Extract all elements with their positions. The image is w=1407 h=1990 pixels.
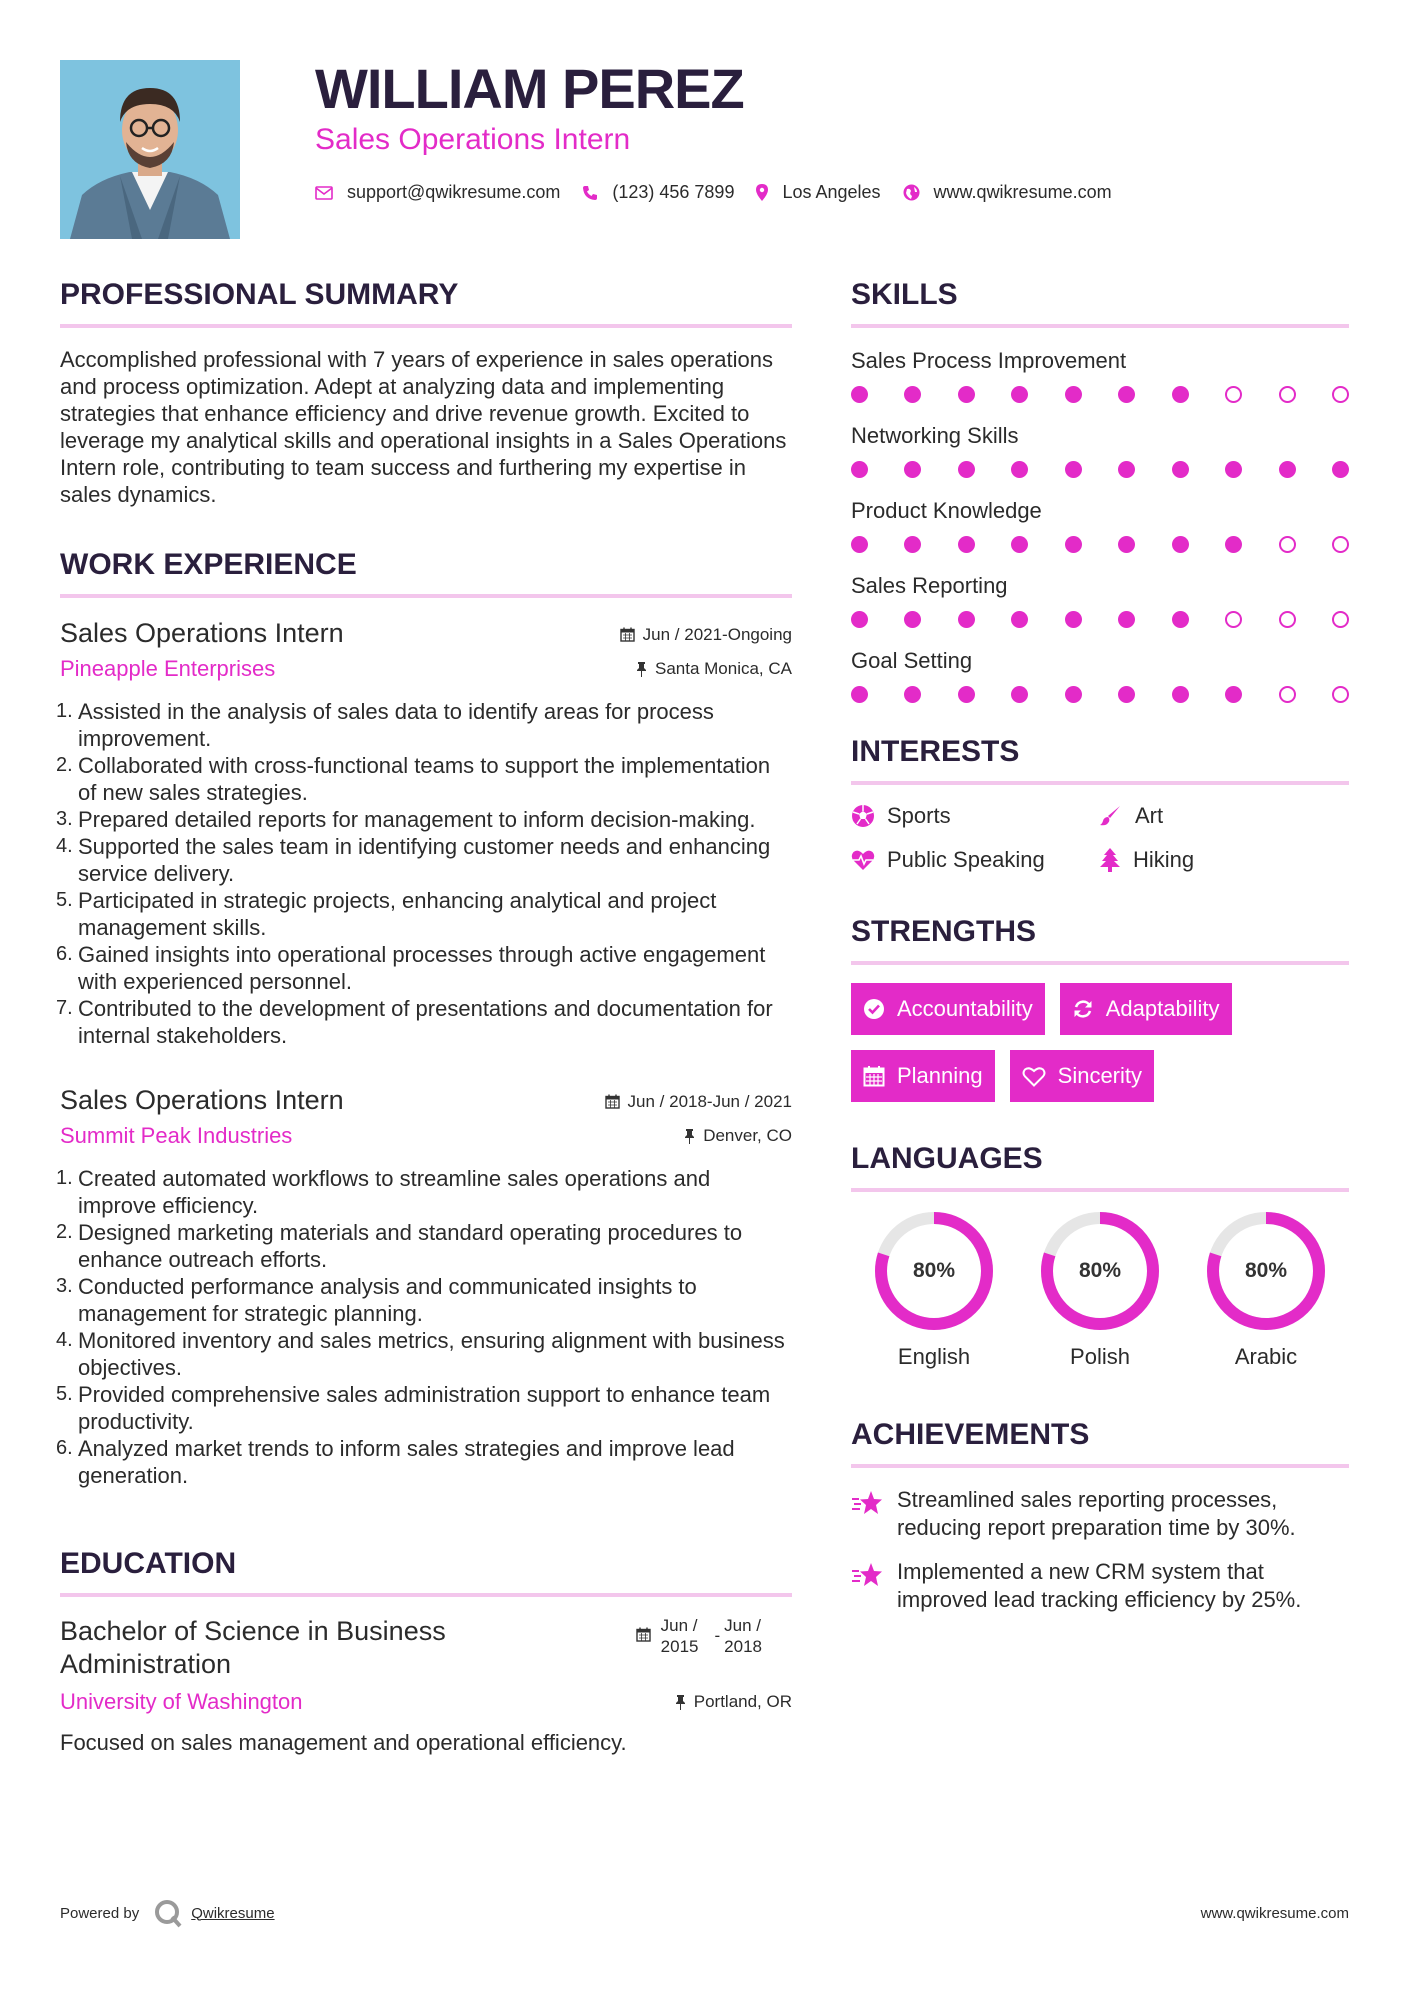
edu-start-month: Jun / [660, 1616, 698, 1635]
job-bullets [56, 1165, 792, 1489]
soccer-ball-icon [851, 804, 875, 828]
resume-header [315, 56, 1345, 203]
rating-dot-filled [1172, 611, 1189, 628]
heartbeat-icon [851, 849, 875, 871]
interests-section [851, 733, 1349, 873]
skill-item [851, 646, 1349, 703]
language-progress-ring [1205, 1210, 1327, 1332]
rating-dot-filled [1011, 611, 1028, 628]
rating-dot-empty [1279, 686, 1296, 703]
qwikresume-link[interactable]: Qwikresume [191, 1904, 275, 1922]
strength-label: Accountability [897, 996, 1033, 1021]
strength-label: Sincerity [1057, 1063, 1142, 1088]
rating-dot-filled [851, 386, 868, 403]
rating-dot-filled [958, 686, 975, 703]
candidate-role: Sales Operations Intern [315, 123, 631, 156]
skill-rating [851, 686, 1349, 703]
languages-section [851, 1140, 1349, 1370]
edu-end-year: 2018 [724, 1637, 762, 1656]
interests-heading: INTERESTS [851, 735, 1020, 768]
skill-label: Product Knowledge [851, 498, 1042, 523]
rating-dot-empty [1332, 386, 1349, 403]
interest-hiking [1099, 847, 1339, 873]
language-progress-ring [1039, 1210, 1161, 1332]
section-divider [851, 781, 1349, 785]
job-location [636, 659, 792, 679]
rating-dot-filled [1225, 536, 1242, 553]
pushpin-icon [636, 662, 647, 677]
language-item [851, 1210, 1017, 1370]
footer-website[interactable]: www.qwikresume.com [1200, 1904, 1349, 1922]
skill-rating [851, 461, 1349, 478]
language-item [1017, 1210, 1183, 1370]
list-item: 1. Created automated workflows to streamline sales operations and improve efficiency. [56, 1166, 711, 1218]
strength-sincerity [1010, 1050, 1154, 1102]
skill-label: Sales Reporting [851, 573, 1008, 598]
pushpin-icon [675, 1695, 686, 1710]
rating-dot-filled [851, 461, 868, 478]
job-title: Sales Operations Intern [60, 1085, 344, 1115]
contact-location-text: Los Angeles [782, 182, 881, 202]
interest-sports [851, 803, 1099, 829]
achievement-text: Implemented a new CRM system that improved lead tracking efficiency by 25%. [897, 1559, 1302, 1612]
phone-icon [582, 185, 598, 201]
rating-dot-filled [904, 386, 921, 403]
rating-dot-filled [1118, 611, 1135, 628]
rating-dot-filled [1172, 536, 1189, 553]
contact-phone[interactable] [582, 182, 734, 203]
job-dates-text: Jun / 2018-Jun / 2021 [627, 1091, 792, 1111]
section-divider [60, 324, 792, 328]
interest-label: Public Speaking [887, 847, 1045, 872]
job-entry [56, 616, 792, 1049]
languages-heading: LANGUAGES [851, 1142, 1043, 1175]
experience-heading: WORK EXPERIENCE [60, 548, 357, 581]
section-divider [851, 1188, 1349, 1192]
rating-dot-filled [904, 611, 921, 628]
school-name: University of Washington [60, 1689, 303, 1714]
job-entry [56, 1083, 792, 1489]
rating-dot-filled [1172, 386, 1189, 403]
skill-item [851, 421, 1349, 478]
contact-website[interactable] [903, 182, 1112, 203]
language-item [1183, 1210, 1349, 1370]
job-dates-text: Jun / 2021-Ongoing [642, 624, 792, 644]
rating-dot-filled [1011, 461, 1028, 478]
language-percent: 80% [1078, 1259, 1122, 1282]
contact-location [756, 182, 880, 203]
rating-dot-filled [1118, 386, 1135, 403]
job-location [684, 1126, 792, 1146]
rating-dot-filled [1011, 536, 1028, 553]
edu-date-separator: - [714, 1626, 721, 1645]
rating-dot-filled [1118, 536, 1135, 553]
shooting-star-icon [851, 1562, 883, 1588]
rating-dot-filled [958, 386, 975, 403]
rating-dot-filled [904, 686, 921, 703]
shooting-star-icon [851, 1490, 883, 1516]
section-divider [851, 1464, 1349, 1468]
person-portrait-icon [60, 60, 240, 239]
strength-accountability [851, 983, 1045, 1035]
rating-dot-filled [851, 686, 868, 703]
rating-dot-filled [1011, 386, 1028, 403]
summary-text: Accomplished professional with 7 years of experience in sales operations and process optimization. Adept at analyzing data and implementing strategies that enhance efficiency and drive revenue growth. Excited to leverage my analytical skills and operational insights in a Sales Operations Intern role, contributing to team success and furthering my expertise in sales dynamics. [60, 347, 787, 507]
rating-dot-filled [1172, 461, 1189, 478]
section-divider [851, 324, 1349, 328]
skill-rating [851, 536, 1349, 553]
pushpin-icon [684, 1129, 695, 1144]
rating-dot-filled [904, 461, 921, 478]
section-divider [60, 594, 792, 598]
rating-dot-filled [1065, 386, 1082, 403]
rating-dot-filled [904, 536, 921, 553]
qwikresume-logo-icon [153, 1898, 183, 1928]
rating-dot-filled [1225, 686, 1242, 703]
interest-label: Hiking [1133, 847, 1195, 872]
achievements-section [851, 1416, 1349, 1614]
contact-bar [315, 182, 1345, 203]
interest-label: Sports [887, 803, 951, 828]
refresh-icon [1072, 998, 1094, 1020]
strengths-section [851, 913, 1349, 1102]
achievement-text: Streamlined sales reporting processes, reducing report preparation time by 30%. [897, 1487, 1296, 1540]
contact-website-text: www.qwikresume.com [933, 182, 1112, 202]
rating-dot-filled [1065, 536, 1082, 553]
calendar-icon [605, 1094, 620, 1109]
experience-section [56, 546, 792, 1489]
rating-dot-filled [851, 611, 868, 628]
list-item: 3. Conducted performance analysis and communicated insights to management for strategic planning. [56, 1274, 697, 1326]
language-progress-ring [873, 1210, 995, 1332]
skill-label: Networking Skills [851, 423, 1019, 448]
calendar-icon [620, 627, 635, 642]
list-item: 2. Collaborated with cross-functional teams to support the implementation of new sales strategies. [56, 753, 771, 805]
rating-dot-empty [1279, 611, 1296, 628]
rating-dot-filled [1118, 686, 1135, 703]
skills-list [851, 346, 1349, 703]
rating-dot-filled [1065, 686, 1082, 703]
section-divider [60, 1593, 792, 1597]
rating-dot-filled [1011, 686, 1028, 703]
job-dates [605, 1092, 792, 1112]
skill-label: Goal Setting [851, 648, 973, 673]
calendar-icon [636, 1627, 651, 1642]
page-footer [60, 1898, 1349, 1928]
language-percent: 80% [912, 1259, 956, 1282]
rating-dot-empty [1332, 611, 1349, 628]
interest-label: Art [1135, 803, 1164, 828]
achievements-heading: ACHIEVEMENTS [851, 1418, 1090, 1451]
contact-email-text: support@qwikresume.com [347, 182, 561, 202]
skill-item [851, 346, 1349, 403]
languages-list [851, 1210, 1349, 1370]
list-item: 4. Monitored inventory and sales metrics, ensuring alignment with business objectives. [56, 1328, 785, 1380]
education-dates [636, 1615, 762, 1657]
list-item: 7. Contributed to the development of presentations and documentation for internal stakeholders. [56, 996, 773, 1048]
school-location-text: Portland, OR [693, 1692, 792, 1711]
skill-label: Sales Process Improvement [851, 348, 1127, 373]
rating-dot-filled [958, 611, 975, 628]
list-item: 6. Gained insights into operational processes through active engagement with experienced personnel. [56, 942, 766, 994]
rating-dot-filled [851, 536, 868, 553]
rating-dot-filled [1332, 461, 1349, 478]
map-pin-icon [756, 184, 768, 201]
strength-label: Planning [897, 1063, 983, 1088]
paintbrush-icon [1099, 804, 1123, 828]
contact-email[interactable] [315, 182, 560, 203]
rating-dot-filled [1172, 686, 1189, 703]
strength-label: Adaptability [1105, 996, 1220, 1021]
list-item: 5. Provided comprehensive sales administration support to enhance team productivity. [56, 1382, 771, 1434]
rating-dot-filled [1118, 461, 1135, 478]
interest-public-speaking [851, 847, 1099, 873]
rating-dot-empty [1332, 686, 1349, 703]
language-label: English [897, 1344, 971, 1369]
envelope-icon [315, 186, 333, 200]
job-location-text: Denver, CO [703, 1126, 792, 1145]
job-dates [620, 625, 792, 645]
rating-dot-filled [1065, 611, 1082, 628]
calendar-icon [863, 1065, 885, 1087]
check-circle-icon [863, 998, 885, 1020]
skill-item [851, 496, 1349, 553]
job-location-text: Santa Monica, CA [654, 659, 792, 678]
rating-dot-filled [1065, 461, 1082, 478]
skills-heading: SKILLS [851, 278, 958, 311]
strengths-heading: STRENGTHS [851, 915, 1037, 948]
powered-by-label: Powered by [60, 1904, 140, 1922]
interest-art [1099, 803, 1339, 829]
section-divider [851, 961, 1349, 965]
rating-dot-empty [1225, 611, 1242, 628]
skill-item [851, 571, 1349, 628]
achievement-item [851, 1558, 1349, 1614]
contact-phone-text: (123) 456 7899 [612, 182, 735, 202]
language-label: Arabic [1234, 1344, 1298, 1369]
summary-section [60, 276, 792, 508]
tree-icon [1099, 848, 1121, 872]
language-percent: 80% [1244, 1259, 1288, 1282]
rating-dot-filled [958, 461, 975, 478]
right-column [851, 276, 1349, 1630]
list-item: 3. Prepared detailed reports for management to inform decision-making. [56, 807, 756, 832]
list-item: 1. Assisted in the analysis of sales data to identify areas for process improvement. [56, 699, 714, 751]
language-label: Polish [1070, 1344, 1130, 1369]
list-item: 5. Participated in strategic projects, enhancing analytical and project management skills. [56, 888, 717, 940]
globe-icon [903, 184, 920, 201]
rating-dot-empty [1279, 386, 1296, 403]
education-heading: EDUCATION [60, 1547, 237, 1580]
list-item: 4. Supported the sales team in identifying customer needs and enhancing service delivery. [56, 834, 771, 886]
left-column [56, 276, 792, 1756]
school-location [675, 1692, 792, 1712]
job-bullets [56, 698, 792, 1049]
education-section [60, 1545, 792, 1756]
heart-icon [1022, 1066, 1046, 1087]
rating-dot-filled [958, 536, 975, 553]
strength-planning [851, 1050, 995, 1102]
company-name: Pineapple Enterprises [60, 656, 276, 681]
rating-dot-filled [1225, 461, 1242, 478]
company-name: Summit Peak Industries [60, 1123, 293, 1148]
summary-heading: PROFESSIONAL SUMMARY [60, 278, 459, 311]
rating-dot-empty [1279, 536, 1296, 553]
skill-rating [851, 611, 1349, 628]
edu-end-month: Jun / [724, 1616, 762, 1635]
profile-photo [60, 60, 240, 239]
skills-section [851, 276, 1349, 703]
rating-dot-filled [1279, 461, 1296, 478]
list-item: 2. Designed marketing materials and standard operating procedures to enhance outreach efforts. [56, 1220, 743, 1272]
degree-title: Bachelor of Science in Business Administration [60, 1616, 446, 1679]
rating-dot-empty [1225, 386, 1242, 403]
candidate-name: WILLIAM PEREZ [315, 57, 744, 120]
skill-rating [851, 386, 1349, 403]
list-item: 6. Analyzed market trends to inform sales strategies and improve lead generation. [56, 1436, 735, 1488]
edu-start-year: 2015 [660, 1637, 699, 1656]
education-description: Focused on sales management and operational efficiency. [60, 1730, 627, 1755]
job-title: Sales Operations Intern [60, 618, 344, 648]
achievement-item [851, 1486, 1349, 1542]
strength-adaptability [1060, 983, 1232, 1035]
rating-dot-empty [1332, 536, 1349, 553]
